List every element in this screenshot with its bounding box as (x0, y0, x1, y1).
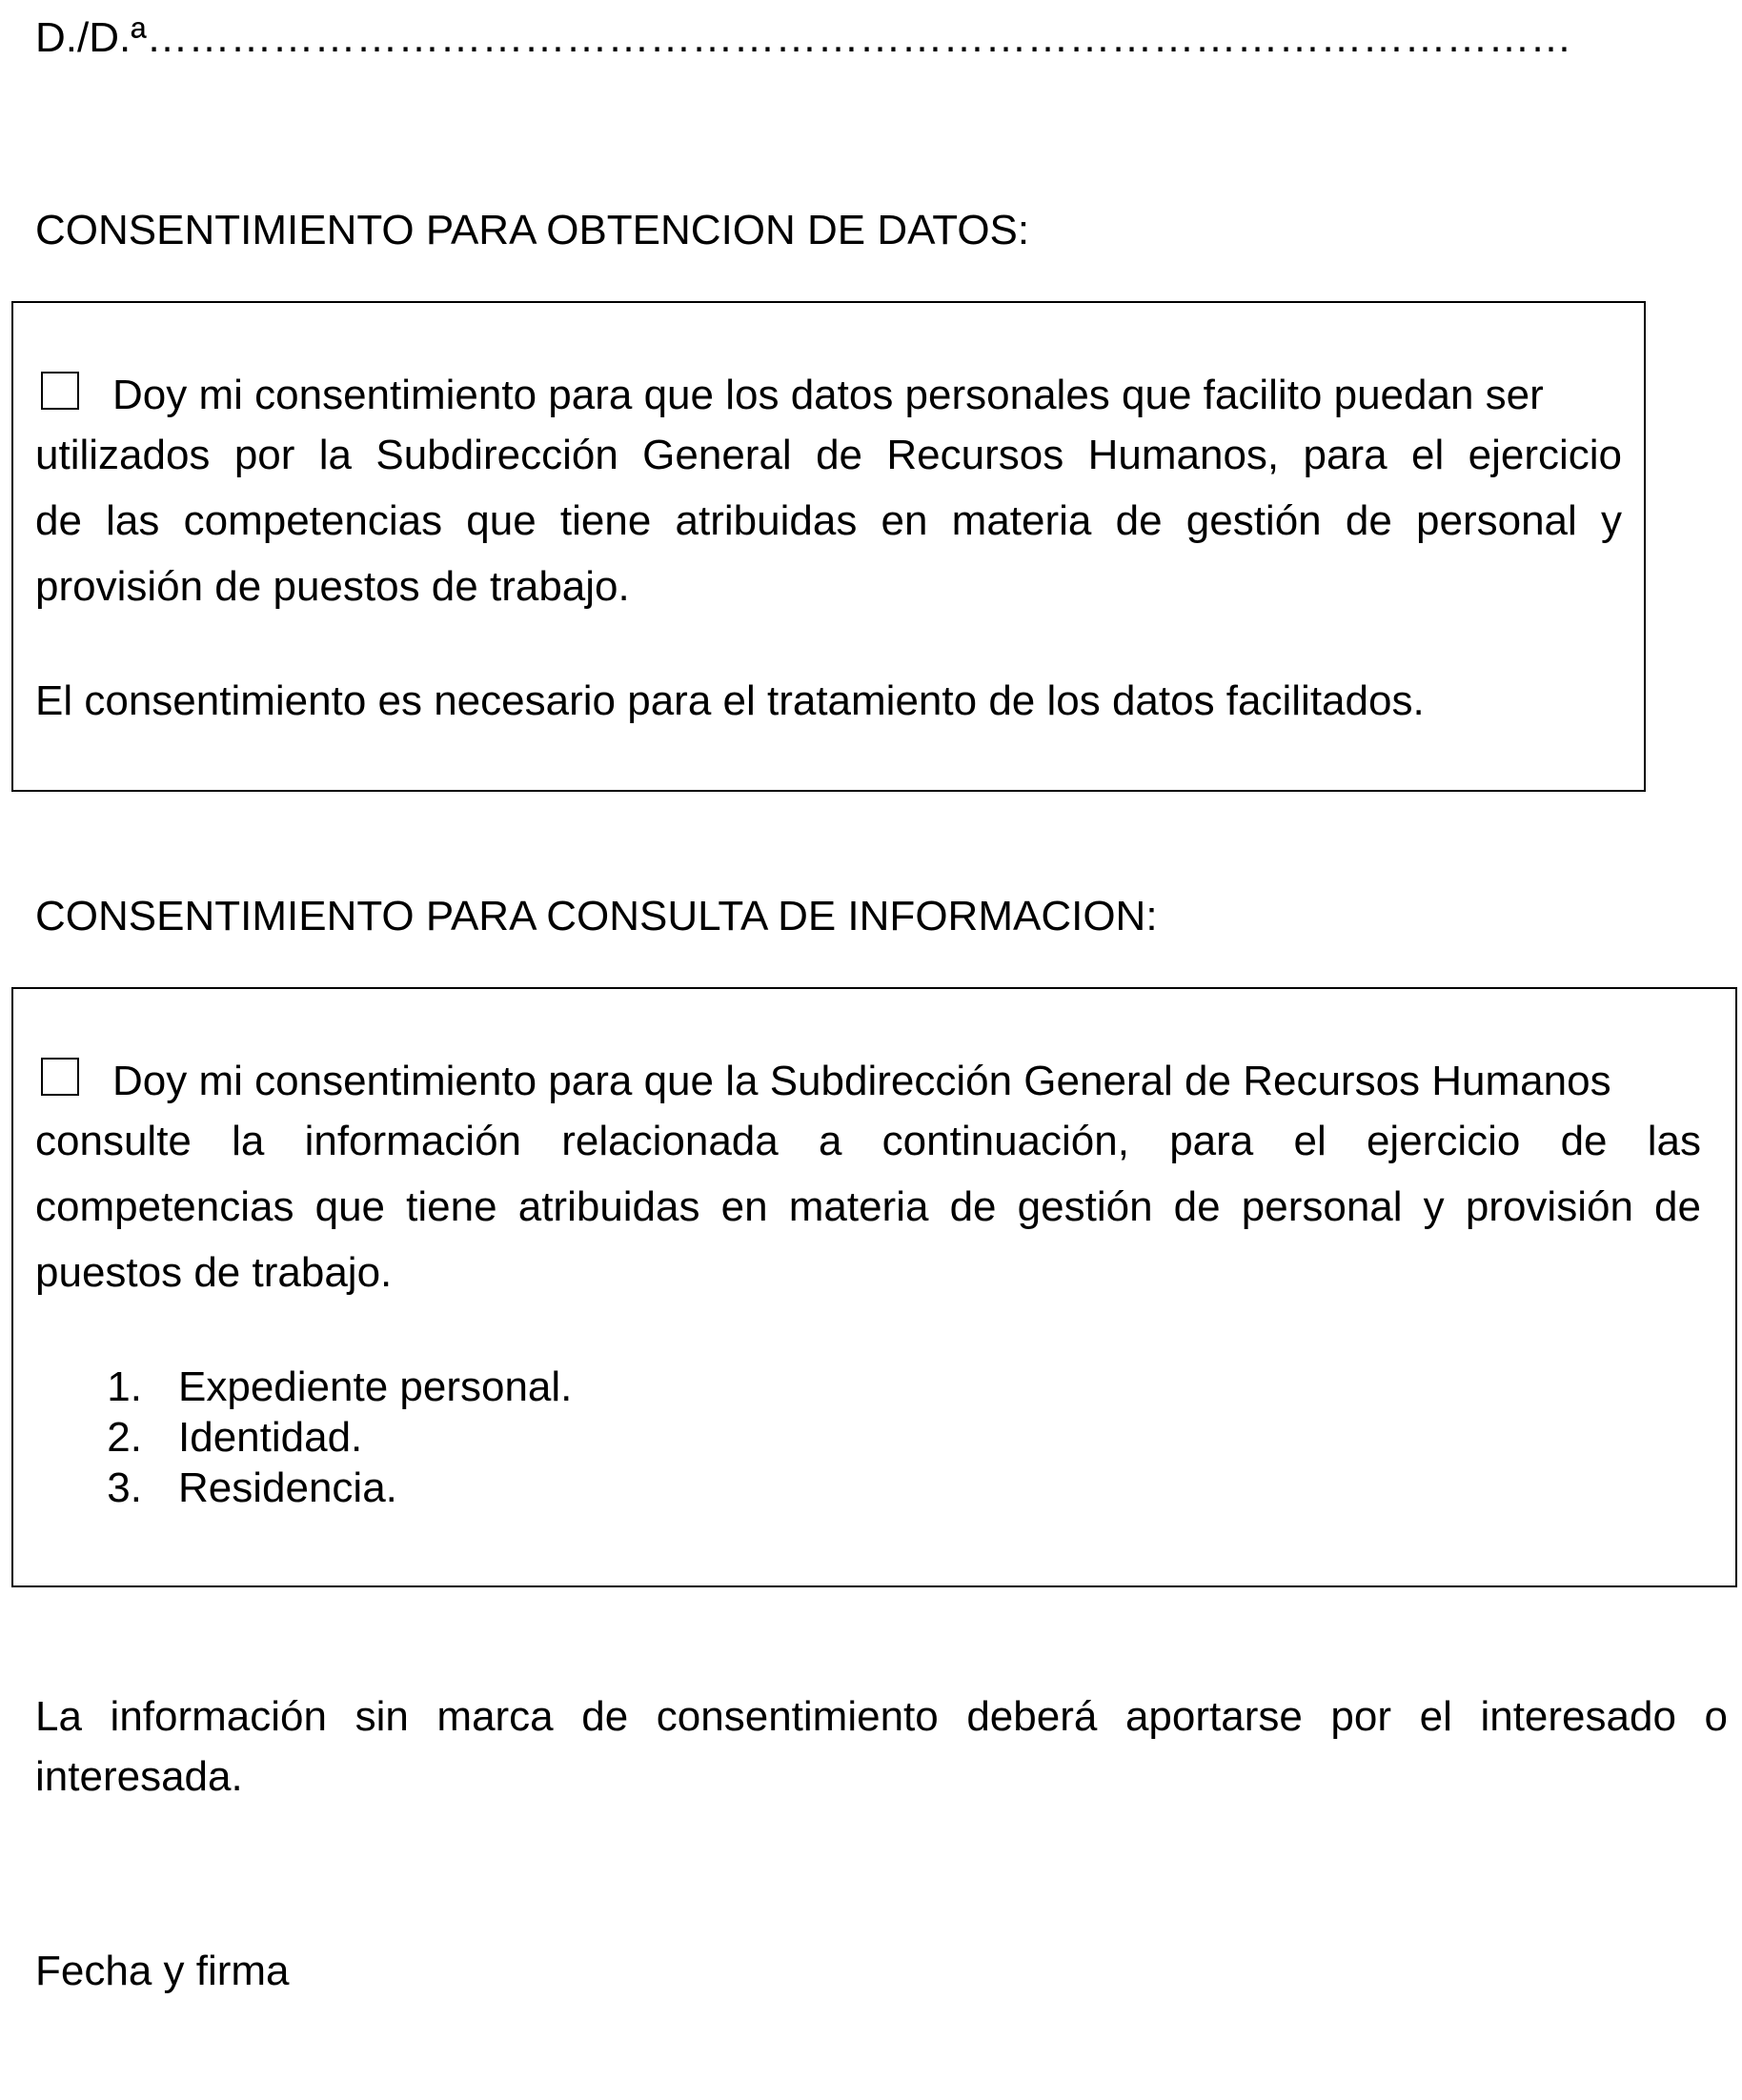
consent-text-line-4: provisión de puestos de trabajo. (35, 563, 630, 610)
list-item-number: 2. (107, 1414, 142, 1461)
notice-line-1: La información sin marca de consentimiento deberá aportarse por el interesado o (35, 1693, 1728, 1740)
section-title-consulta: CONSENTIMIENTO PARA CONSULTA DE INFORMACION: (35, 893, 1158, 939)
notice-line-2: interesada. (35, 1753, 243, 1800)
consent-text-line-3: de las competencias que tiene atribuidas en materia de gestión de personal y (35, 497, 1622, 544)
list-item-number: 3. (107, 1464, 142, 1511)
consent-note: El consentimiento es necesario para el tratamiento de los datos facilitados. (35, 677, 1425, 724)
consent-text-line-2: utilizados por la Subdirección General de Recursos Humanos, para el ejercicio (35, 432, 1622, 478)
consent-text-line-1: Doy mi consentimiento para que los datos personales que facilito puedan ser (112, 372, 1544, 418)
name-field-line[interactable]: D./D.ª………………………………………………………………………………………… (35, 14, 1572, 61)
consulta-text-line-1: Doy mi consentimiento para que la Subdirección General de Recursos Humanos (112, 1058, 1611, 1104)
consent-checkbox-consulta[interactable] (41, 1058, 79, 1096)
list-item-label: Identidad. (178, 1414, 363, 1461)
consulta-text-line-4: puestos de trabajo. (35, 1249, 393, 1296)
signature-label: Fecha y firma (35, 1948, 290, 1994)
consent-checkbox-obtencion[interactable] (41, 372, 79, 410)
list-item-label: Expediente personal. (178, 1363, 573, 1410)
consulta-text-line-2: consulte la información relacionada a continuación, para el ejercicio de las (35, 1118, 1701, 1164)
list-item-label: Residencia. (178, 1464, 397, 1511)
list-item-number: 1. (107, 1363, 142, 1410)
consulta-text-line-3: competencias que tiene atribuidas en materia de gestión de personal y provisión de (35, 1183, 1701, 1230)
section-title-obtencion: CONSENTIMIENTO PARA OBTENCION DE DATOS: (35, 207, 1030, 253)
